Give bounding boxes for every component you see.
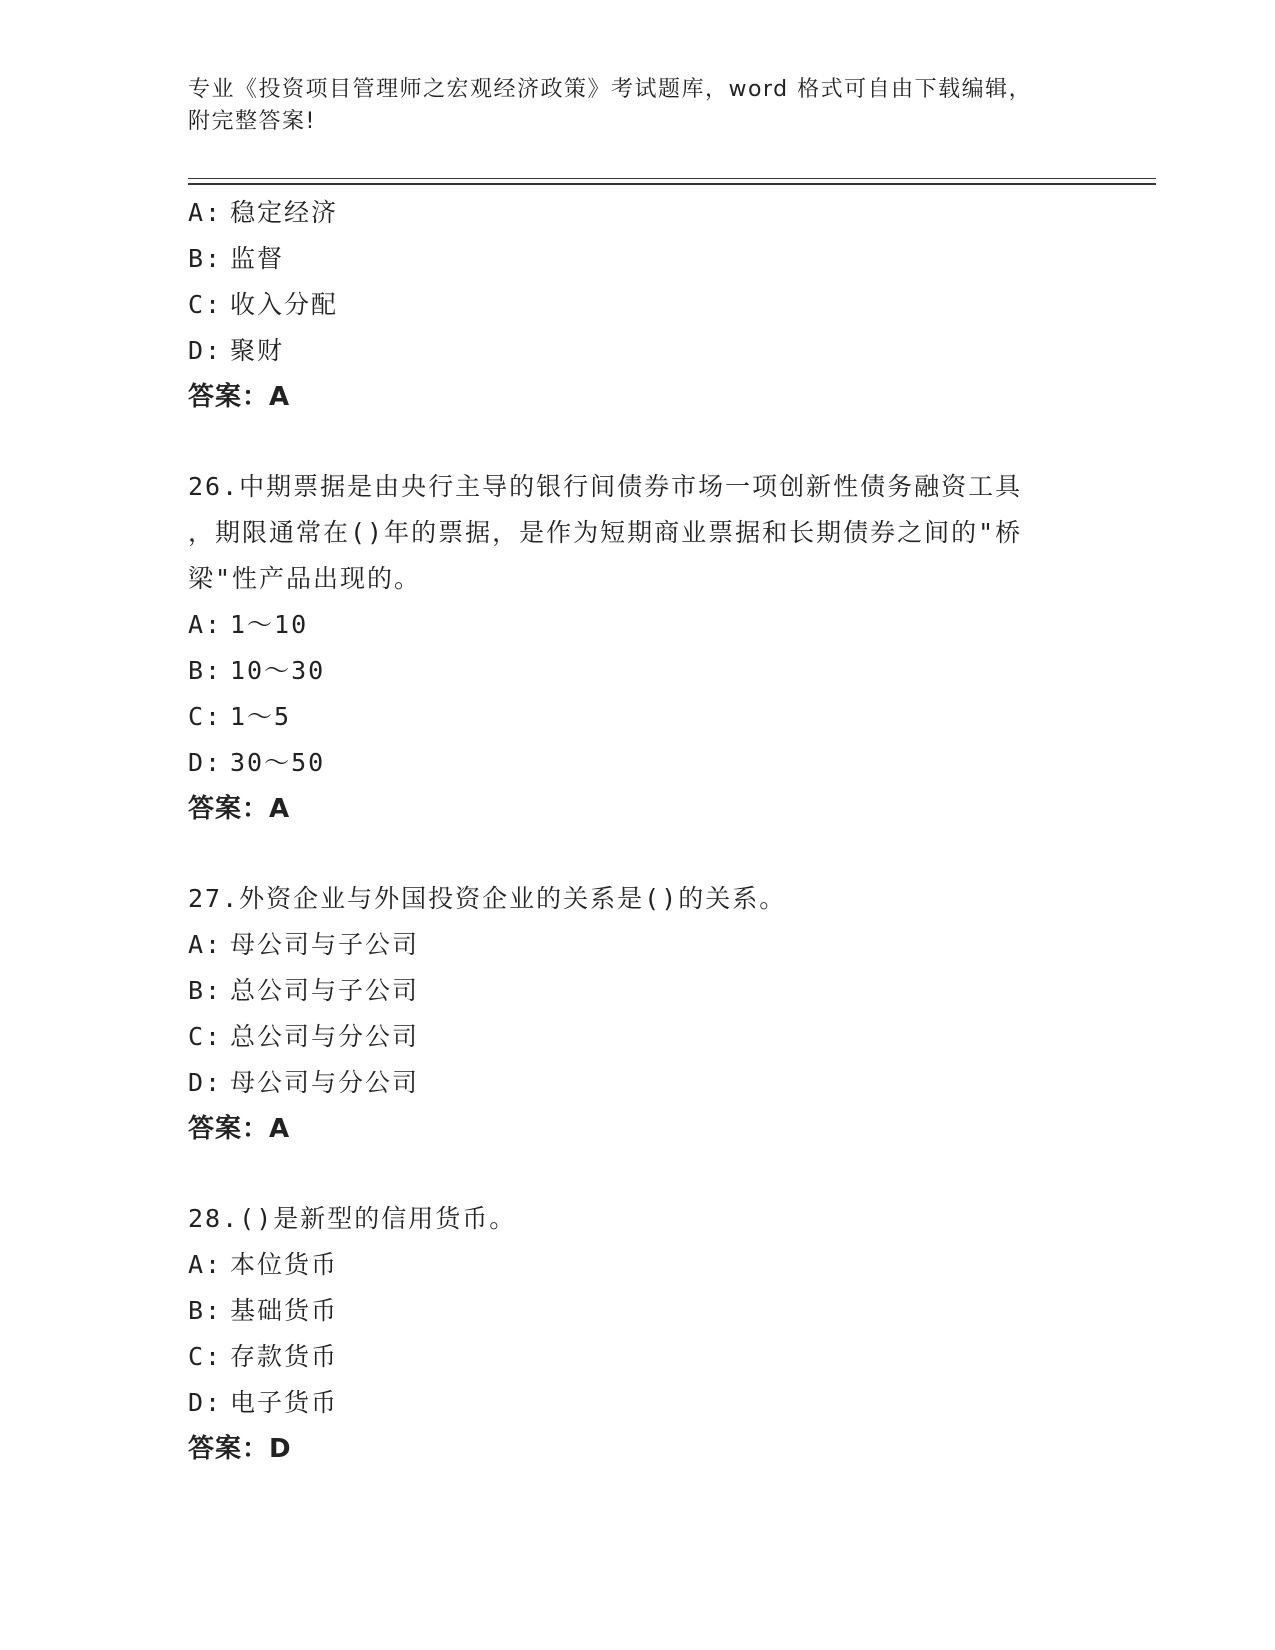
option-a <box>188 602 1088 648</box>
option-a <box>188 1242 1088 1288</box>
question-line: 27.外资企业与外国投资企业的关系是()的关系。 <box>188 884 787 913</box>
option-text: 10～30 <box>230 656 326 685</box>
question-line: ，期限通常在()年的票据，是作为短期商业票据和长期债券之间的"桥 <box>188 518 1023 547</box>
option-label: B: <box>188 244 223 273</box>
option-label: D: <box>188 1388 223 1417</box>
question-text <box>188 1196 1088 1242</box>
option-c <box>188 694 1088 740</box>
option-label: B: <box>188 1296 223 1325</box>
option-b <box>188 236 1088 282</box>
option-text: 稳定经济 <box>230 198 339 227</box>
option-text: 1～10 <box>230 610 309 639</box>
spacer <box>188 420 1088 464</box>
option-d <box>188 740 1088 786</box>
option-label: C: <box>188 1022 223 1051</box>
option-text: 母公司与分公司 <box>230 1068 420 1097</box>
question-line: 26.中期票据是由央行主导的银行间债券市场一项创新性债务融资工具 <box>188 472 1023 501</box>
header-divider-thin <box>188 178 1156 179</box>
option-d <box>188 328 1088 374</box>
option-text: 1～5 <box>230 702 292 731</box>
question-line: 28.()是新型的信用货币。 <box>188 1204 517 1233</box>
option-c <box>188 1014 1088 1060</box>
option-text: 总公司与分公司 <box>230 1022 420 1051</box>
answer-line: 答案：A <box>188 1114 291 1144</box>
option-label: A: <box>188 198 223 227</box>
question-line: 梁"性产品出现的。 <box>188 564 422 593</box>
question-block-27 <box>188 876 1088 1152</box>
option-label: A: <box>188 930 223 959</box>
spacer <box>188 832 1088 876</box>
question-block-25 <box>188 190 1088 420</box>
header-line-1: 专业《投资项目管理师之宏观经济政策》考试题库，word 格式可自由下载编辑， <box>188 77 1033 102</box>
option-text: 母公司与子公司 <box>230 930 420 959</box>
option-text: 聚财 <box>230 336 285 365</box>
option-label: D: <box>188 1068 223 1097</box>
question-text <box>188 876 1088 922</box>
option-label: B: <box>188 656 223 685</box>
option-a <box>188 190 1088 236</box>
document-header <box>188 74 1108 138</box>
option-label: A: <box>188 1250 223 1279</box>
option-c <box>188 282 1088 328</box>
header-divider-thick <box>188 183 1156 185</box>
option-label: A: <box>188 610 223 639</box>
answer-line: 答案：D <box>188 1434 292 1464</box>
option-text: 基础货币 <box>230 1296 339 1325</box>
option-label: C: <box>188 290 223 319</box>
option-label: D: <box>188 748 223 777</box>
question-text <box>188 464 1088 602</box>
question-block-26 <box>188 464 1088 832</box>
option-label: B: <box>188 976 223 1005</box>
answer-line: 答案：A <box>188 794 291 824</box>
answer-line: 答案：A <box>188 382 291 412</box>
option-d <box>188 1060 1088 1106</box>
option-text: 电子货币 <box>230 1388 339 1417</box>
option-b <box>188 968 1088 1014</box>
question-block-28 <box>188 1196 1088 1472</box>
option-text: 监督 <box>230 244 285 273</box>
option-c <box>188 1334 1088 1380</box>
option-label: D: <box>188 336 223 365</box>
option-text: 30～50 <box>230 748 326 777</box>
option-b <box>188 648 1088 694</box>
option-text: 总公司与子公司 <box>230 976 420 1005</box>
option-label: C: <box>188 702 223 731</box>
spacer <box>188 1152 1088 1196</box>
header-line-2: 附完整答案! <box>188 109 316 134</box>
option-text: 收入分配 <box>230 290 339 319</box>
option-text: 存款货币 <box>230 1342 339 1371</box>
option-b <box>188 1288 1088 1334</box>
option-label: C: <box>188 1342 223 1371</box>
option-a <box>188 922 1088 968</box>
option-d <box>188 1380 1088 1426</box>
question-content <box>188 190 1088 1472</box>
option-text: 本位货币 <box>230 1250 339 1279</box>
